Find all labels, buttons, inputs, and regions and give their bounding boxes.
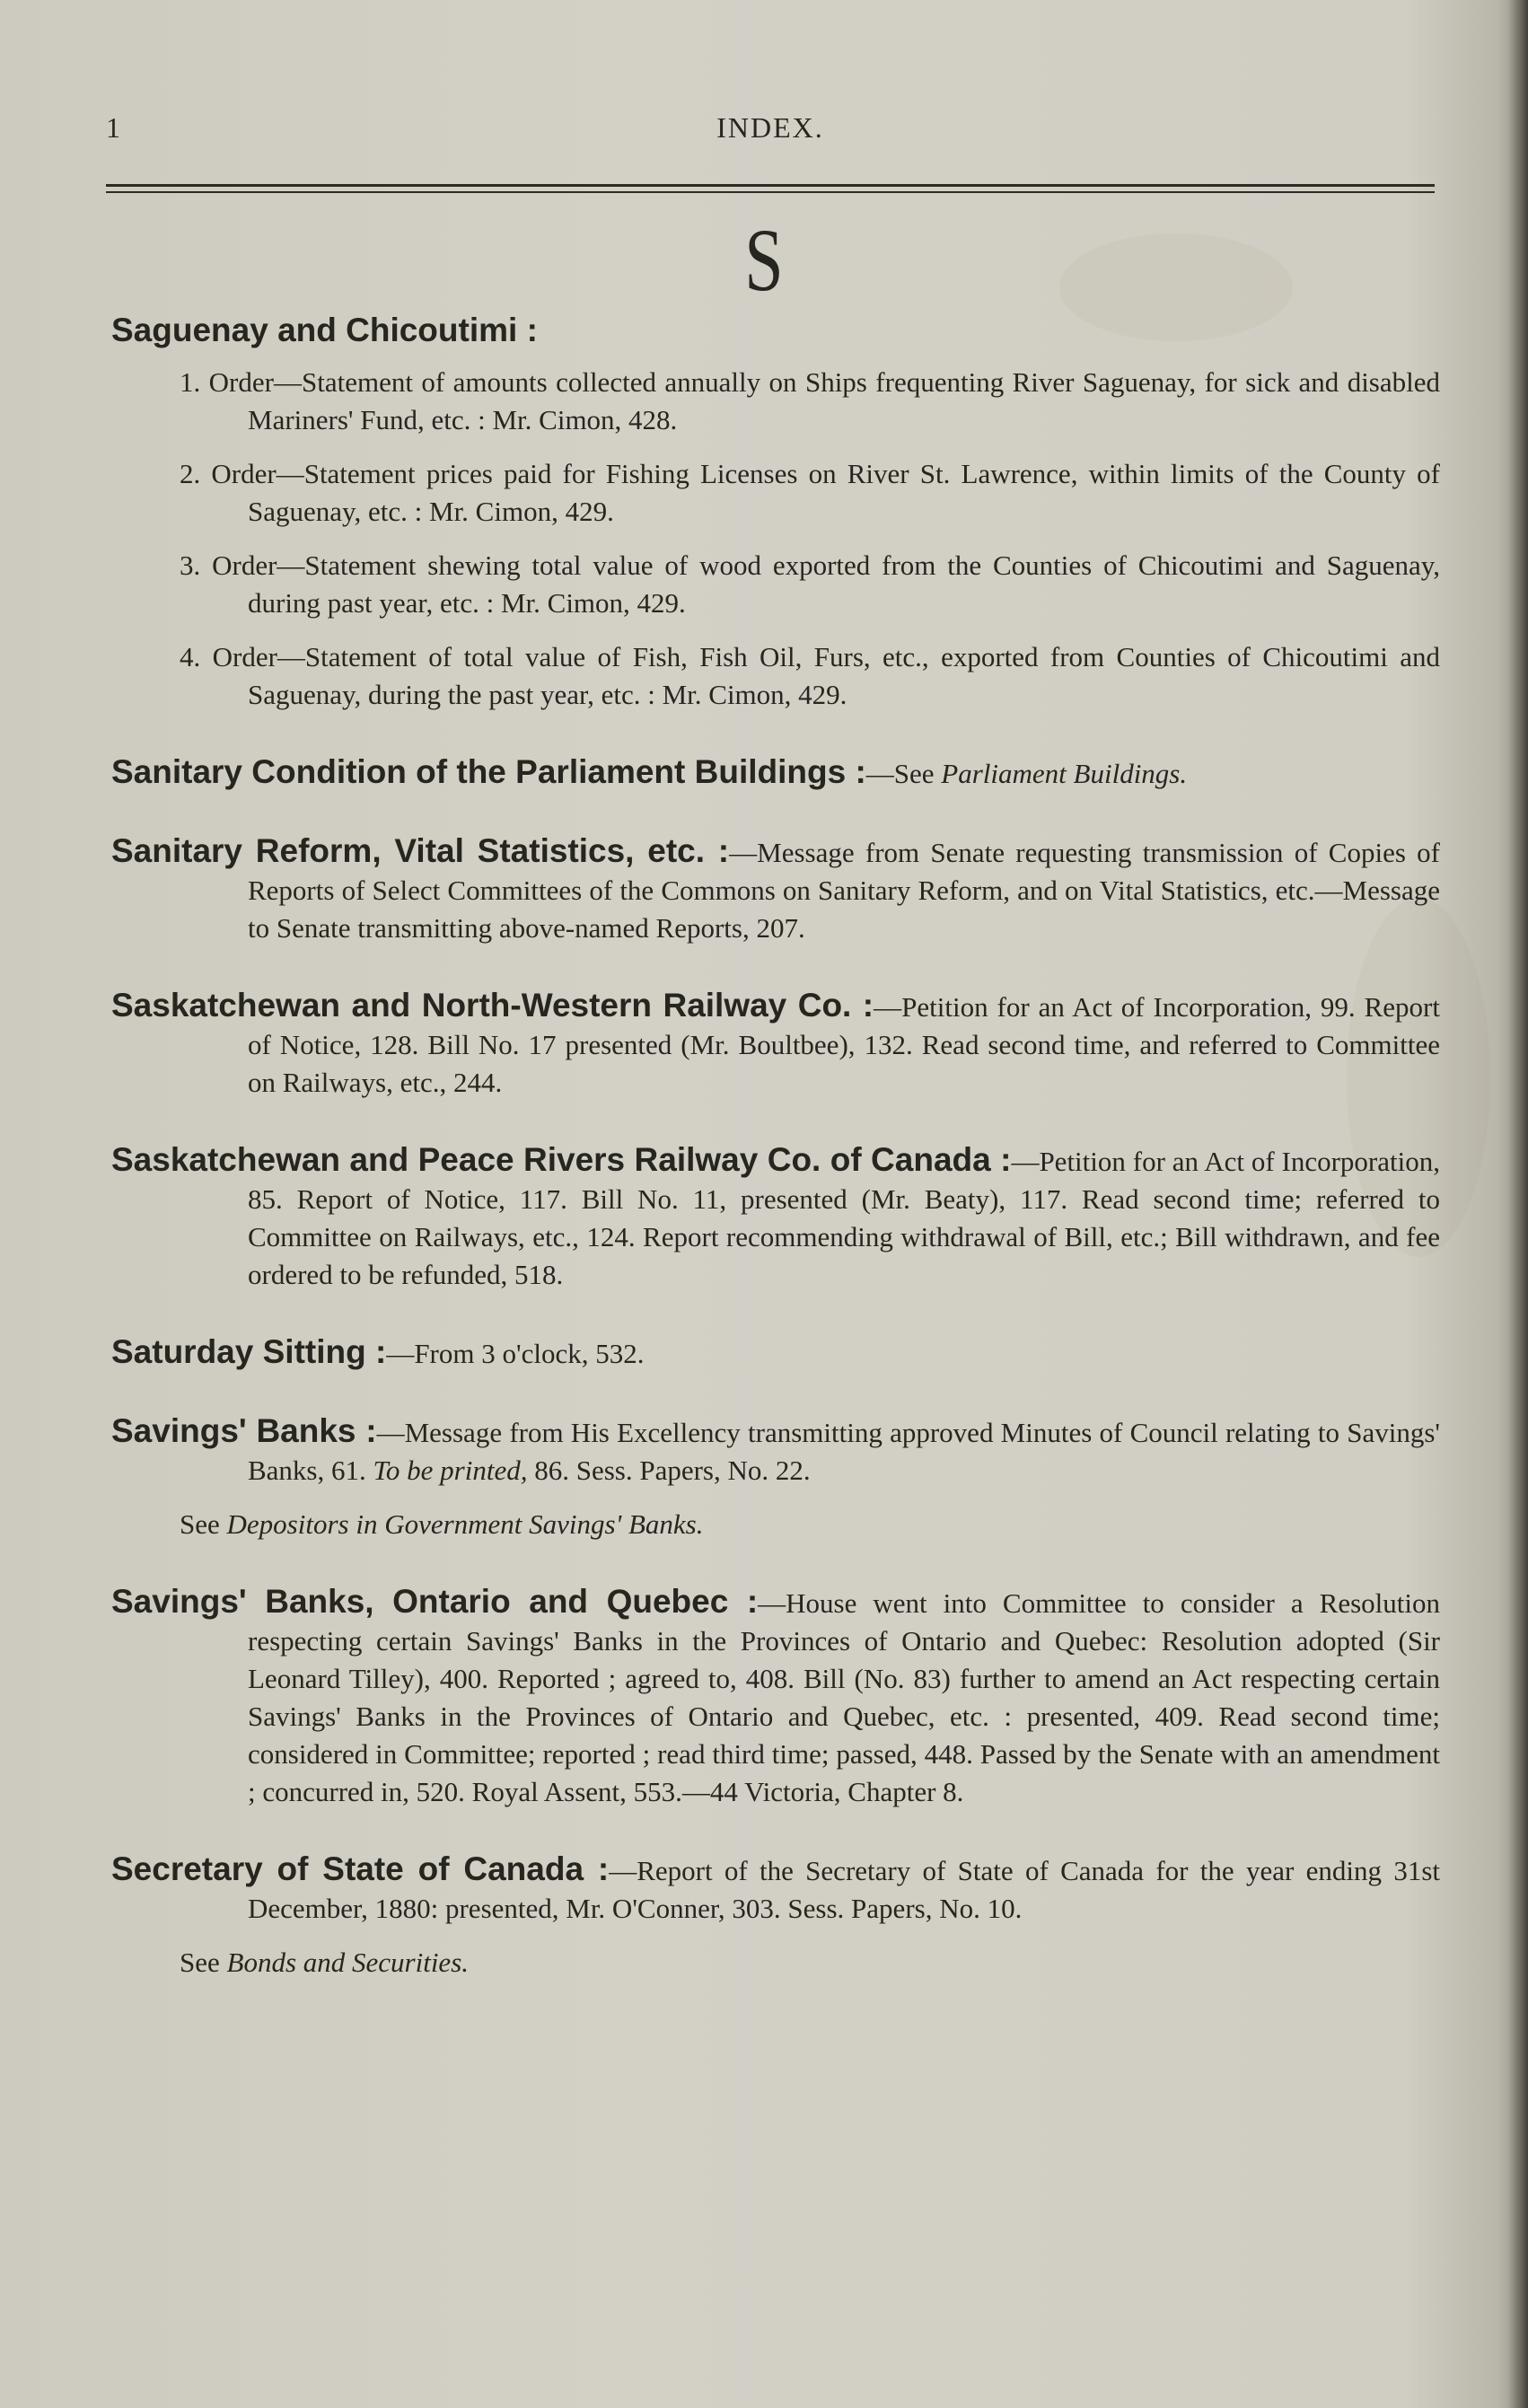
entry-heading: Secretary of State of Canada :: [111, 1850, 610, 1887]
index-entry-saskatchewan-peace-rivers: [111, 1141, 1440, 1294]
index-entry-saskatchewan-north-western: [111, 987, 1440, 1102]
index-entry-savings-banks-ontario-quebec: [111, 1583, 1440, 1811]
index-entry-secretary-of-state: [111, 1850, 1440, 1982]
index-content: [111, 310, 1440, 2021]
index-entry-sanitary-condition: [111, 753, 1440, 793]
entry-sub-item: [111, 364, 1440, 439]
page-header: [106, 111, 1435, 156]
entry-italic-note: To be printed,: [373, 1454, 528, 1486]
entry-heading: Savings' Banks, Ontario and Quebec :: [111, 1583, 759, 1620]
entry-heading: Sanitary Condition of the Parliament Buildings :: [111, 753, 866, 790]
entry-text: —Petition for an Act of Incorporation, 85. Report of Notice, 117. Bill No. 11, presented (Mr. Beaty), 117. Read second time; referred to Committee on Railways, etc., 124. Report recommending withdrawal of Bill, etc.; Bill withdrawn, and fee ordered to be refunded, 518.: [248, 1146, 1440, 1290]
see-also: [111, 1944, 1440, 1982]
entry-text: —Message from His Excellency transmitting approved Minutes of Council relating to Savings' Banks, 61.: [248, 1417, 1440, 1486]
see-prefix: See: [180, 1947, 227, 1978]
running-head: INDEX.: [716, 111, 824, 144]
entry-heading: Savings' Banks :: [111, 1412, 377, 1449]
entry-text: —From 3 o'clock, 532.: [386, 1338, 645, 1369]
header-rule-thin: [106, 191, 1435, 193]
entry-text: —Petition for an Act of Incorporation, 99. Report of Notice, 128. Bill No. 17 presented (Mr. Boultbee), 132. Read second time, and referred to Committee on Railways, etc., 244.: [248, 991, 1440, 1098]
entry-heading: Saskatchewan and Peace Rivers Railway Co. of Canada :: [111, 1141, 1012, 1178]
entry-heading: Saguenay and Chicoutimi :: [111, 312, 538, 348]
see-reference: Bonds and Securities.: [226, 1947, 470, 1978]
sub-item-number: 3.: [180, 549, 201, 581]
entry-heading: Saturday Sitting :: [111, 1333, 387, 1370]
entry-sub-item: [111, 547, 1440, 622]
entry-cross-reference: Parliament Buildings.: [941, 758, 1188, 789]
entry-sub-item: [111, 638, 1440, 714]
entry-text-after: 86. Sess. Papers, No. 22.: [527, 1454, 811, 1486]
index-entry-saguenay: [111, 310, 1440, 714]
entry-text: —House went into Committee to consider a Resolution respecting certain Savings' Banks in the Provinces of Ontario and Quebec: Resolution adopted (Sir Leonard Tilley), 400. Reported ; agreed to, 408. Bill (No. 83) further to amend an Act respecting certain Savings' Banks in the Provinces of Ontario and Quebec, etc. : presented, 409. Read second time; considered in Committee; reported ; read third time; passed, 448. Passed by the Senate with an amendment ; concurred in, 520. Royal Assent, 553.—44 Victoria, Chapter 8.: [248, 1587, 1440, 1807]
entry-text: —Message from Senate requesting transmission of Copies of Reports of Select Committees of the Commons on Sanitary Reform, and on Vital Statistics, etc.—Message to Senate transmitting above-named Reports, 207.: [248, 837, 1440, 944]
sub-item-text: Order—Statement shewing total value of wood exported from the Counties of Chicoutimi and Saguenay, during past year, etc. : Mr. Cimon, 429.: [212, 549, 1441, 619]
see-prefix: See: [180, 1508, 227, 1540]
header-rule-thick: [106, 184, 1435, 187]
page-edge-shadow: [1508, 0, 1528, 2408]
sub-item-number: 1.: [180, 366, 201, 398]
section-letter: S: [744, 210, 784, 310]
entry-text: —Report of the Secretary of State of Canada for the year ending 31st December, 1880: presented, Mr. O'Conner, 303. Sess. Papers, No. 10.: [248, 1855, 1440, 1924]
sub-item-number: 4.: [180, 641, 201, 672]
sub-item-number: 2.: [180, 458, 201, 489]
entry-body: [111, 1850, 1440, 1928]
see-reference: Depositors in Government Savings' Banks.: [226, 1508, 704, 1540]
page-number: 1: [106, 111, 121, 144]
entry-body: [111, 1412, 1440, 1490]
entry-sub-item: [111, 455, 1440, 531]
index-entry-saturday-sitting: [111, 1333, 1440, 1373]
sub-item-text: Order—Statement prices paid for Fishing Licenses on River St. Lawrence, within limits of the County of Saguenay, etc. : Mr. Cimon, 429.: [211, 458, 1441, 527]
sub-item-text: Order—Statement of amounts collected annually on Ships frequenting River Saguenay, for sick and disabled Mariners' Fund, etc. : Mr. Cimon, 428.: [208, 366, 1440, 435]
entry-heading: Saskatchewan and North-Western Railway Co. :: [111, 987, 874, 1024]
see-also: [111, 1506, 1440, 1543]
entry-heading: Sanitary Reform, Vital Statistics, etc. :: [111, 832, 730, 869]
index-entry-sanitary-reform: [111, 832, 1440, 947]
entry-text: —See: [865, 758, 942, 789]
index-entry-savings-banks: [111, 1412, 1440, 1543]
sub-item-text: Order—Statement of total value of Fish, Fish Oil, Furs, etc., exported from Counties of Chicoutimi and Saguenay, during the past year, etc. : Mr. Cimon, 429.: [212, 641, 1440, 710]
